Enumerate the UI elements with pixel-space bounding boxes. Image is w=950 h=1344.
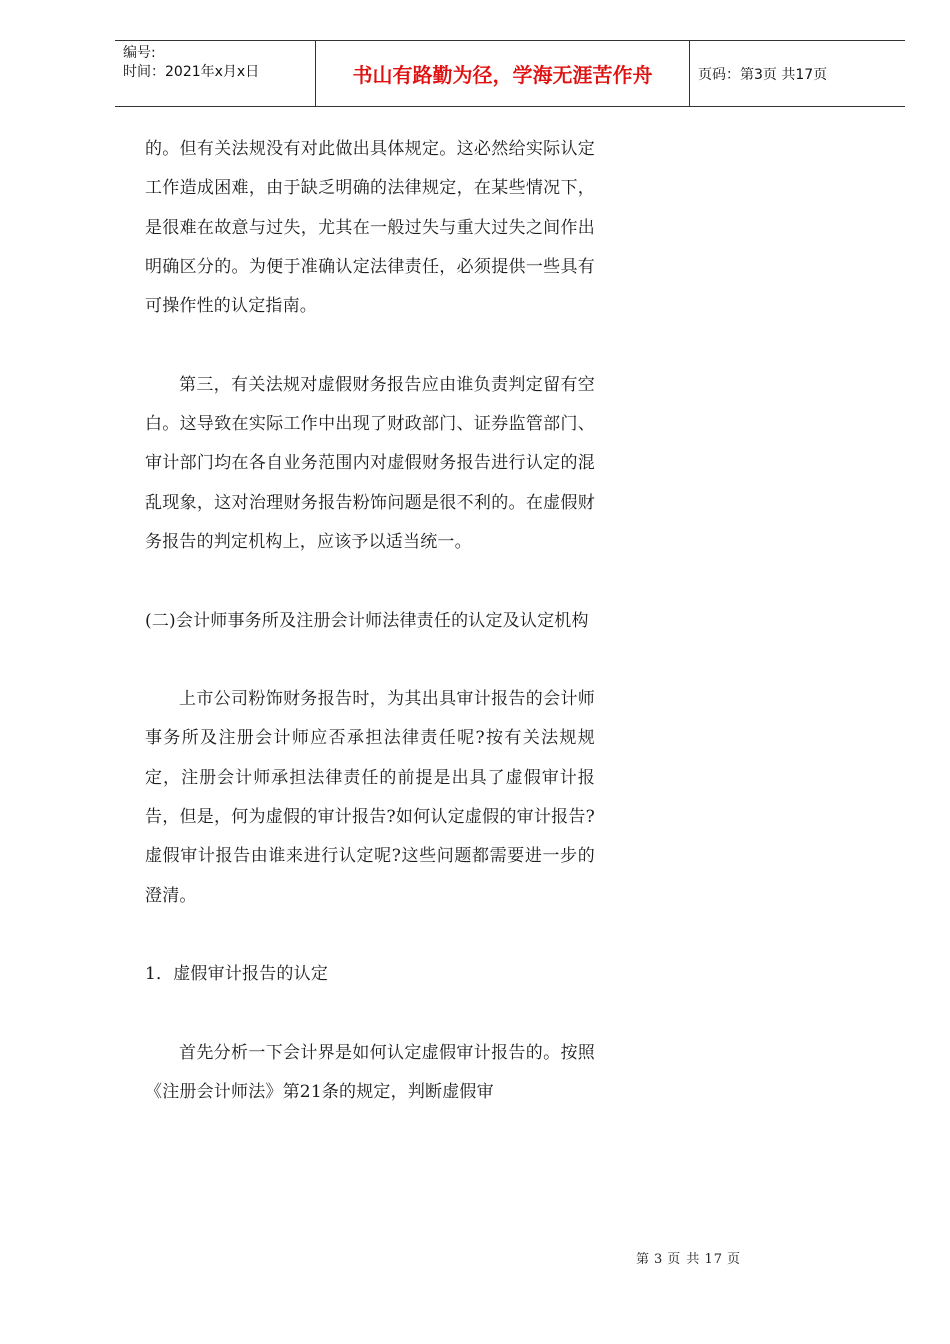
- footer-prefix: 第: [636, 1252, 651, 1267]
- footer-suffix: 页: [726, 1252, 741, 1267]
- page-header: [115, 40, 905, 107]
- paragraph-2: 第三，有关法规对虚假财务报告应由谁负责判定留有空白。这导致在实际工作中出现了财政部门、证券监管部门、审计部门均在各自业务范围内对虚假财务报告进行认定的混乱现象，这对治理财务报告粉饰问题是很不利的。在虚假财务报告的判定机构上，应该予以适当统一。: [145, 374, 595, 552]
- paragraph-3: 上市公司粉饰财务报告时，为其出具审计报告的会计师事务所及注册会计师应否承担法律责任呢?按有关法规规定，注册会计师承担法律责任的前提是出具了虚假审计报告，但是，何为虚假的审计报告?如何认定虚假的审计报告?虚假审计报告由谁来进行认定呢?这些问题都需要进一步的澄清。: [145, 689, 595, 906]
- document-body: [145, 130, 595, 1112]
- header-motto: 书山有路勤为径，学海无涯苦作舟: [316, 41, 690, 106]
- time-label: 时间：2021年x月x日: [123, 64, 260, 80]
- serial-label: 编号:: [123, 45, 156, 61]
- header-page-info: 页码：第3页 共17页: [698, 66, 828, 83]
- page-footer: [634, 1248, 743, 1267]
- footer-mid: 页 共: [667, 1252, 701, 1267]
- footer-total-pages: 17: [704, 1252, 723, 1267]
- paragraph-4: 首先分析一下会计界是如何认定虚假审计报告的。按照《注册会计师法》第21条的规定，判断虚假审: [145, 1042, 595, 1103]
- footer-page-number: 3: [654, 1252, 664, 1267]
- paragraph-1: 的。但有关法规没有对此做出具体规定。这必然给实际认定工作造成困难，由于缺乏明确的法律规定，在某些情况下，是很难在故意与过失，尤其在一般过失与重大过失之间作出明确区分的。为便于准确认定法律责任，必须提供一些具有可操作性的认定指南。: [145, 139, 595, 317]
- header-meta: [115, 41, 316, 106]
- subsection-heading: 1．虚假审计报告的认定: [145, 964, 329, 985]
- section-heading: (二)会计师事务所及注册会计师法律责任的认定及认定机构: [145, 610, 589, 631]
